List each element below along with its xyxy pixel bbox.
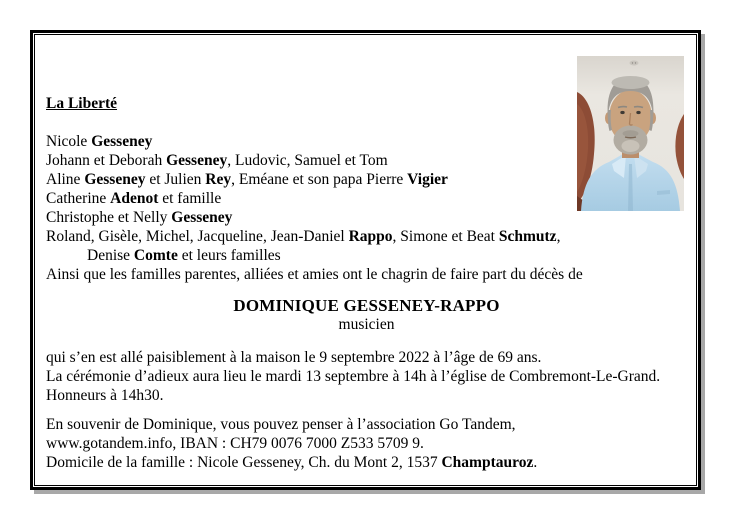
- ceremony-line: Honneurs à 14h30.: [46, 387, 164, 404]
- beard-chin-highlight: [622, 140, 640, 152]
- family-line-text: ,: [556, 228, 561, 245]
- family-line-text: Catherine: [46, 190, 111, 207]
- notice-inner-border: [34, 34, 697, 486]
- announcement-line: [46, 265, 687, 284]
- family-line-text: Nicole: [46, 133, 92, 150]
- family-name: Gesseney: [171, 209, 233, 226]
- mouth: [625, 137, 636, 138]
- eyebrow-left: [618, 107, 627, 108]
- family-name: Gesseney: [166, 152, 228, 169]
- family-line-text: , Simone et Beat: [392, 228, 499, 245]
- notice-content: [36, 36, 695, 484]
- family-line-text: et leurs familles: [177, 247, 281, 264]
- family-line-text: Aline: [46, 171, 85, 188]
- family-name: Rappo: [348, 228, 393, 245]
- family-name: Champtauroz: [441, 454, 534, 471]
- memorial-text: www.gotandem.info, IBAN : CH79 0076 7000 Z533 5709 9.: [46, 435, 424, 452]
- notice-frame: [30, 30, 701, 490]
- eye-right: [636, 111, 640, 114]
- family-line-text: Christophe et Nelly: [46, 209, 172, 226]
- family-name: Schmutz: [498, 228, 557, 245]
- family-name: Comte: [133, 247, 178, 264]
- memorial-text: .: [533, 454, 538, 471]
- portrait-photo: [577, 56, 684, 211]
- deceased-profession: musicien: [338, 316, 395, 333]
- family-line: [46, 246, 687, 265]
- memorial-line-address: [46, 453, 687, 472]
- family-line: [46, 227, 687, 246]
- family-name: Gesseney: [91, 133, 153, 150]
- memorial-text: En souvenir de Dominique, vous pouvez penser à l’association Go Tandem,: [46, 416, 516, 433]
- hair-highlight: [612, 76, 650, 89]
- eyebrow-right: [634, 107, 643, 108]
- memorial-text: Domicile de la famille : Nicole Gesseney, Ch. du Mont 2, 1537: [46, 454, 442, 471]
- family-line-text: Johann et Deborah: [46, 152, 167, 169]
- family-line-text: , Ludovic, Samuel et Tom: [227, 152, 388, 169]
- family-line-text: et famille: [158, 190, 222, 207]
- eye-left: [620, 111, 624, 114]
- ceremony-line: La cérémonie d’adieux aura lieu le mardi 13 septembre à 14h à l’église de Combremont-Le-Grand.: [46, 368, 661, 385]
- deceased-block: [46, 296, 687, 334]
- ceremony-line: qui s’en est allé paisiblement à la maison le 9 septembre 2022 à l’âge de 69 ans.: [46, 349, 542, 366]
- memorial-paragraph: [46, 415, 687, 472]
- mustache: [623, 130, 639, 136]
- ceremony-paragraph: [46, 348, 687, 405]
- family-name: Gesseney: [84, 171, 146, 188]
- family-name: Rey: [205, 171, 232, 188]
- family-line-text: Denise: [87, 247, 134, 264]
- publication-name: La Liberté: [46, 95, 118, 112]
- smoke-detector: [630, 61, 639, 66]
- memorial-line: [46, 415, 687, 434]
- family-name: Vigier: [407, 171, 448, 188]
- announcement-text: Ainsi que les familles parentes, alliées et amies ont le chagrin de faire part du décès de: [46, 266, 583, 283]
- deceased-name: DOMINIQUE GESSENEY-RAPPO: [233, 296, 500, 315]
- memorial-line-iban: [46, 434, 687, 453]
- family-name: Adenot: [110, 190, 159, 207]
- family-line-text: , Eméane et son papa Pierre: [231, 171, 408, 188]
- family-line-text: Roland, Gisèle, Michel, Jacqueline, Jean-Daniel: [46, 228, 349, 245]
- family-line-text: et Julien: [145, 171, 206, 188]
